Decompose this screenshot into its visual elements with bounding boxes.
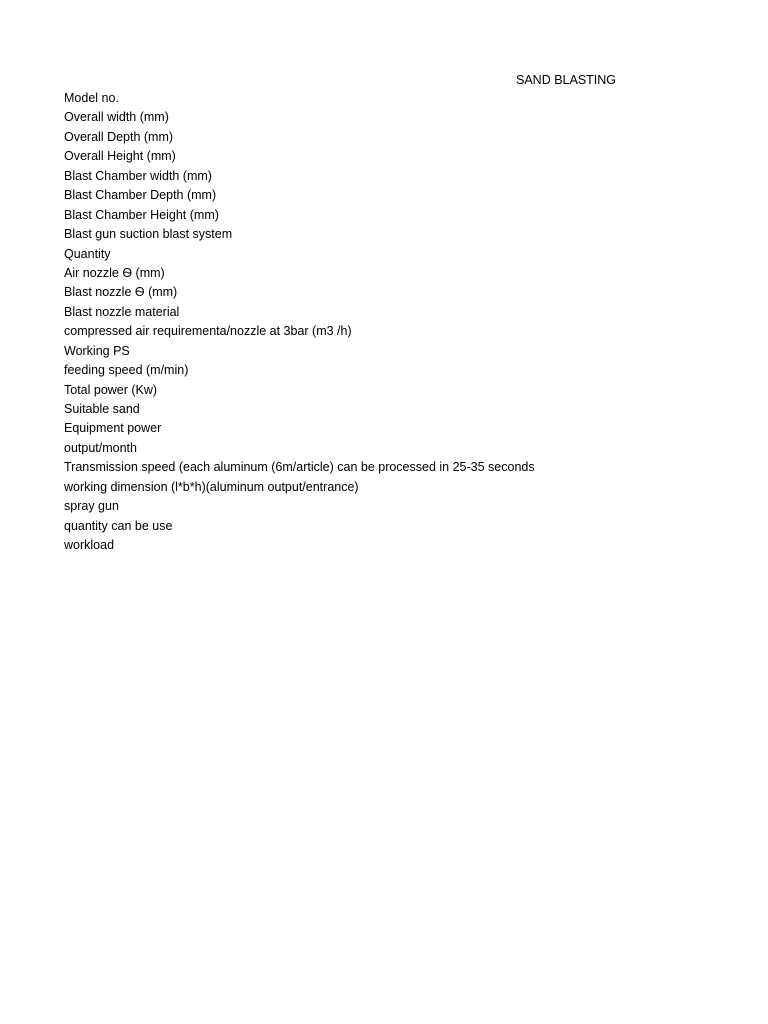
spec-label: Equipment power (64, 421, 162, 436)
spec-label: Air nozzle Ѳ (mm) (64, 265, 165, 280)
spec-label: Quantity (64, 246, 111, 261)
spec-label: Overall width (mm) (64, 110, 169, 125)
spec-label: Blast Chamber Depth (mm) (64, 188, 217, 203)
spec-label: compressed air requirementa/nozzle at 3bar (m3 /h) (64, 324, 352, 339)
spec-label: Blast nozzle Ѳ (mm) (64, 285, 178, 300)
spec-label: Model no. (64, 91, 119, 105)
spec-label: Blast Chamber Height (mm) (64, 207, 219, 222)
spec-label: Total power (Kw) (64, 382, 158, 397)
sheet-title: SAND BLASTING (516, 73, 617, 87)
spec-label: working dimension (l*b*h)(aluminum output/entrance) (64, 479, 359, 494)
spec-label: quantity can be use (64, 518, 173, 533)
spec-label: feeding speed (m/min) (64, 363, 189, 378)
spec-label-list (64, 89, 535, 556)
spec-label: Blast gun suction blast system (64, 227, 233, 242)
spec-label: Transmission speed (each aluminum (6m/article) can be processed in 25-35 seconds (64, 460, 535, 475)
spec-label: Suitable sand (64, 402, 140, 416)
spec-label: workload (64, 538, 115, 553)
spec-label: Working PS (64, 343, 130, 358)
spec-label: output/month (64, 440, 137, 455)
spec-label: Blast Chamber width (mm) (64, 168, 212, 183)
spec-label: Overall Depth (mm) (64, 129, 174, 144)
spec-label: Blast nozzle material (64, 304, 180, 319)
spec-label: Overall Height (mm) (64, 149, 176, 164)
spec-label: spray gun (64, 499, 119, 514)
